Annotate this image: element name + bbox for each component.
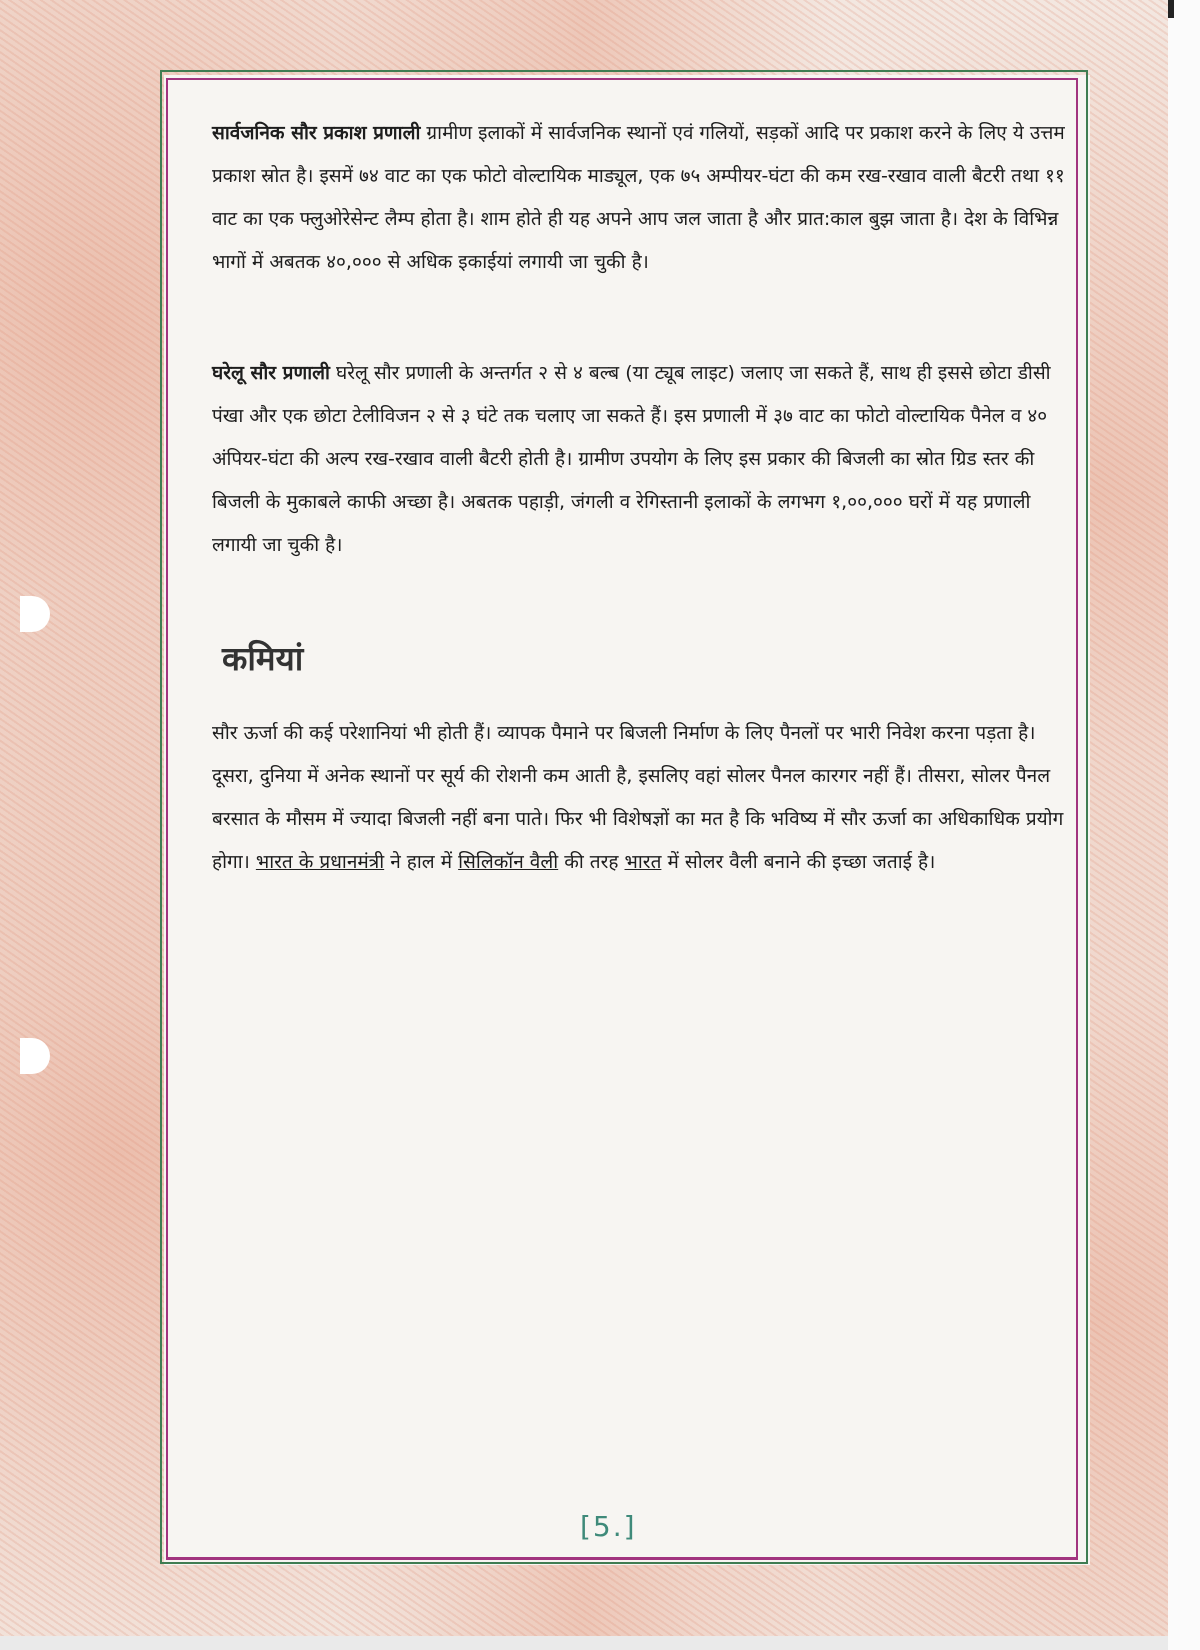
scan-bottom-edge [0,1636,1168,1650]
paragraph-body: सौर ऊर्जा की कई परेशानियां भी होती हैं। व्यापक पैमाने पर बिजली निर्माण के लिए पैनलों पर भारी निवेश करना पड़ता है। दूसरा, दुनिया में अनेक स्थानों पर सूर्य की रोशनी कम आती है, इसलिए वहां सोलर पैनल कारगर नहीं हैं। तीसरा, सोलर पैनल बरसात के मौसम में ज्यादा बिजली नहीं बना पाते। फिर भी विशेषज्ञों का मत है कि भविष्य में सौर ऊर्जा का अधिकाधिक प्रयोग होगा। [212,722,1064,873]
paragraph-body: की तरह [558,851,625,873]
paragraph-lead: घरेलू सौर प्रणाली [212,362,330,384]
section-heading: कमियां [222,639,304,678]
link-silicon-valley[interactable]: सिलिकॉन वैली [458,851,559,873]
paragraph-body: घरेलू सौर प्रणाली के अन्तर्गत २ से ४ बल्ब (या ट्यूब लाइट) जलाए जा सकते हैं, साथ ही इससे छोटा डीसी पंखा और एक छोटा टेलीविजन २ से ३ घंटे तक चलाए जा सकते हैं। इस प्रणाली में ३७ वाट का फोटो वोल्टायिक पैनेल व ४० अंपियर-घंटा की अल्प रख-रखाव वाली बैटरी होती है। ग्रामीण उपयोग के लिए इस प्रकार की बिजली का स्रोत ग्रिड स्तर की बिजली के मुकाबले काफी अच्छा है। अबतक पहाड़ी, जंगली व रेगिस्तानी इलाकों के लगभग १,००,००० घरों में यह प्रणाली लगायी जा चुकी है। [212,362,1051,556]
paragraph-drawbacks [212,712,1072,884]
paragraph-lead: सार्वजनिक सौर प्रकाश प्रणाली [212,122,421,144]
link-prime-minister[interactable]: भारत के प्रधानमंत्री [255,851,385,873]
paragraph-body: ने हाल में [384,851,459,873]
paragraph-body: ग्रामीण इलाकों में सार्वजनिक स्थानों एवं गलियों, सड़कों आदि पर प्रकाश करने के लिए ये उत्तम प्रकाश स्रोत है। इसमें ७४ वाट का एक फोटो वोल्टायिक माड्यूल, एक ७५ अम्पीयर-घंटा की कम रख-रखाव वाली बैटरी तथा ११ वाट का एक फ्लुओरेसेन्ट लैम्प होता है। शाम होते ही यह अपने आप जल जाता है और प्रात:काल बुझ जाता है। देश के विभिन्न भागों में अबतक ४०,००० से अधिक इकाईयां लगायी जा चुकी है। [212,122,1065,273]
paragraph-public-solar-lighting [212,112,1072,284]
link-india[interactable]: भारत [624,851,662,873]
scan-edge [1168,0,1200,1650]
scan-edge-mark [1168,0,1174,18]
paragraph-home-solar-system [212,352,1072,567]
page-number: [5.] [580,1510,637,1543]
paragraph-body: में सोलर वैली बनाने की इच्छा जताई है। [661,851,936,873]
